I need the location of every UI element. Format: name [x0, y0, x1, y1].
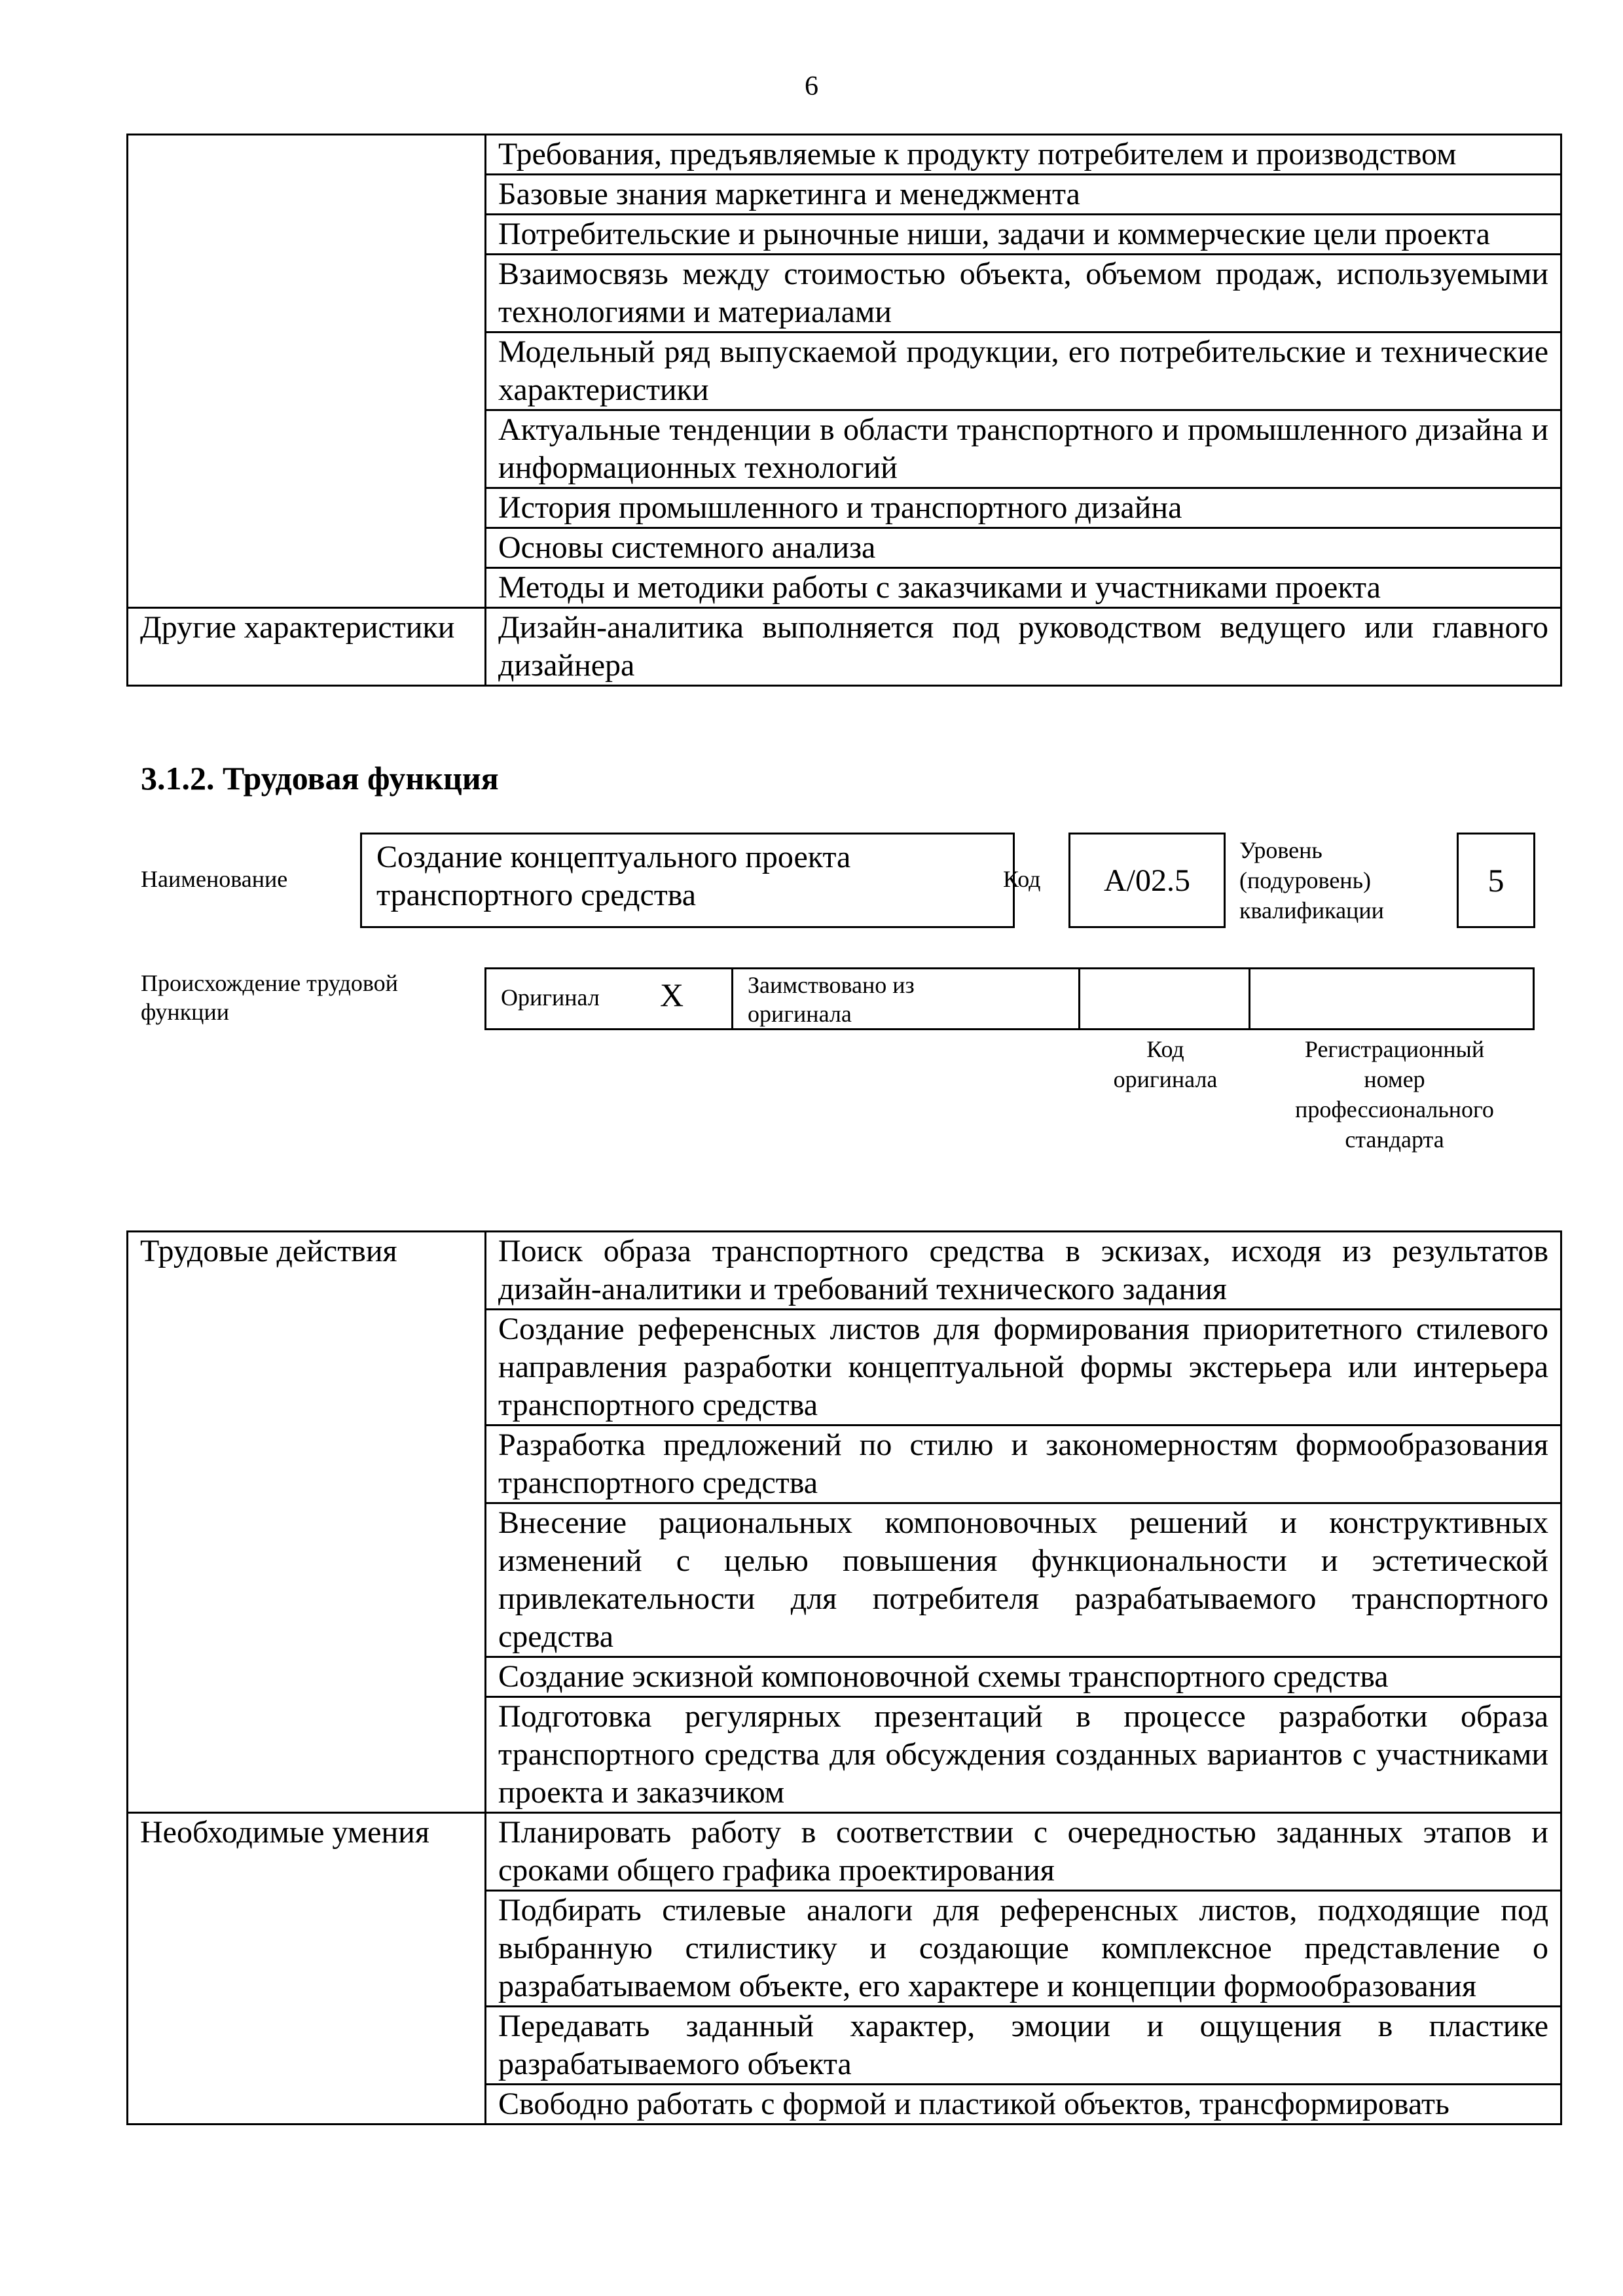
table-row [128, 1813, 1561, 1891]
original-label: Оригинал [501, 984, 600, 1011]
knowledge-item: Базовые знания маркетинга и менеджмента [486, 175, 1561, 215]
other-characteristics-label: Другие характеристики [128, 608, 486, 686]
caption-line: Код [1146, 1036, 1184, 1062]
actions-table [126, 1230, 1562, 2125]
original-code-caption [1087, 1034, 1244, 1094]
caption-line: стандарта [1345, 1126, 1444, 1153]
action-item: Подготовка регулярных презентаций в процессе разработки образа транспортного средства для обсуждения созданных вариантов с участниками проекта и заказчиком [486, 1697, 1561, 1813]
borrowed-cell [731, 967, 1080, 1030]
section-heading: 3.1.2. Трудовая функция [141, 760, 499, 797]
knowledge-table [126, 134, 1562, 687]
skill-item: Свободно работать с формой и пластикой объектов, трансформировать [486, 2085, 1561, 2125]
knowledge-item: Модельный ряд выпускаемой продукции, его потребительские и технические характеристики [486, 332, 1561, 410]
knowledge-item: История промышленного и транспортного дизайна [486, 488, 1561, 528]
action-item: Поиск образа транспортного средства в эскизах, исходя из результатов дизайн-аналитики и требований технического задания [486, 1232, 1561, 1310]
code-label: Код [1003, 866, 1041, 892]
table-row [128, 608, 1561, 686]
registration-number-caption [1257, 1034, 1532, 1155]
knowledge-item: Потребительские и рыночные ниши, задачи и коммерческие цели проекта [486, 215, 1561, 255]
skill-item: Передавать заданный характер, эмоции и ощущения в пластике разрабатываемого объекта [486, 2007, 1561, 2085]
level-label-line: Уровень [1239, 837, 1322, 863]
borrowed-label [748, 971, 915, 1028]
page-number: 6 [805, 71, 818, 101]
function-name-box: Создание концептуального проекта транспортного средства [360, 833, 1015, 928]
level-label [1239, 835, 1384, 925]
caption-line: оригинала [1113, 1066, 1218, 1092]
origin-label-line: Происхождение трудовой [141, 970, 398, 996]
skill-item: Планировать работу в соответствии с очередностью заданных этапов и сроками общего графика проектирования [486, 1813, 1561, 1891]
caption-line: профессионального [1295, 1096, 1494, 1122]
action-item: Разработка предложений по стилю и закономерностям формообразования транспортного средства [486, 1426, 1561, 1503]
action-item: Создание эскизной компоновочной схемы транспортного средства [486, 1657, 1561, 1697]
action-item: Создание референсных листов для формирования приоритетного стилевого направления разработки концептуальной формы экстерьера или интерьера транспортного средства [486, 1310, 1561, 1426]
caption-line: номер [1364, 1066, 1425, 1092]
caption-line: Регистрационный [1304, 1036, 1485, 1062]
skill-item: Подбирать стилевые аналоги для референсных листов, подходящие под выбранную стилистику и создающие комплексное представление о разрабатываемом объекте, его характере и концепции формообразования [486, 1891, 1561, 2007]
knowledge-item: Методы и методики работы с заказчиками и участниками проекта [486, 568, 1561, 608]
knowledge-item: Основы системного анализа [486, 528, 1561, 568]
knowledge-item: Взаимосвязь между стоимостью объекта, объемом продаж, используемыми технологиями и материалами [486, 255, 1561, 332]
level-value-box: 5 [1457, 833, 1535, 928]
function-code-box: А/02.5 [1068, 833, 1226, 928]
empty-label-cell [128, 135, 486, 608]
level-label-line: квалификации [1239, 897, 1384, 924]
knowledge-item: Требования, предъявляемые к продукту потребителем и производством [486, 135, 1561, 175]
borrowed-label-line: оригинала [748, 1001, 852, 1027]
original-cell [484, 967, 733, 1030]
action-item: Внесение рациональных компоновочных решений и конструктивных изменений с целью повышения функциональности и эстетической привлекательности для потребителя разрабатываемого транспортного средства [486, 1503, 1561, 1657]
table-row [128, 135, 1561, 175]
registration-number-cell [1249, 967, 1535, 1030]
knowledge-item: Актуальные тенденции в области транспортного и промышленного дизайна и информационных технологий [486, 410, 1561, 488]
original-mark: X [660, 977, 684, 1013]
other-characteristics-value: Дизайн-аналитика выполняется под руководством ведущего или главного дизайнера [486, 608, 1561, 686]
borrowed-label-line: Заимствовано из [748, 972, 915, 998]
original-code-cell [1078, 967, 1250, 1030]
origin-label-line: функции [141, 999, 229, 1025]
actions-label: Трудовые действия [128, 1232, 486, 1813]
level-label-line: (подуровень) [1239, 867, 1371, 893]
name-label: Наименование [141, 866, 288, 892]
skills-label: Необходимые умения [128, 1813, 486, 2125]
origin-label [141, 969, 398, 1026]
table-row [128, 1232, 1561, 1310]
